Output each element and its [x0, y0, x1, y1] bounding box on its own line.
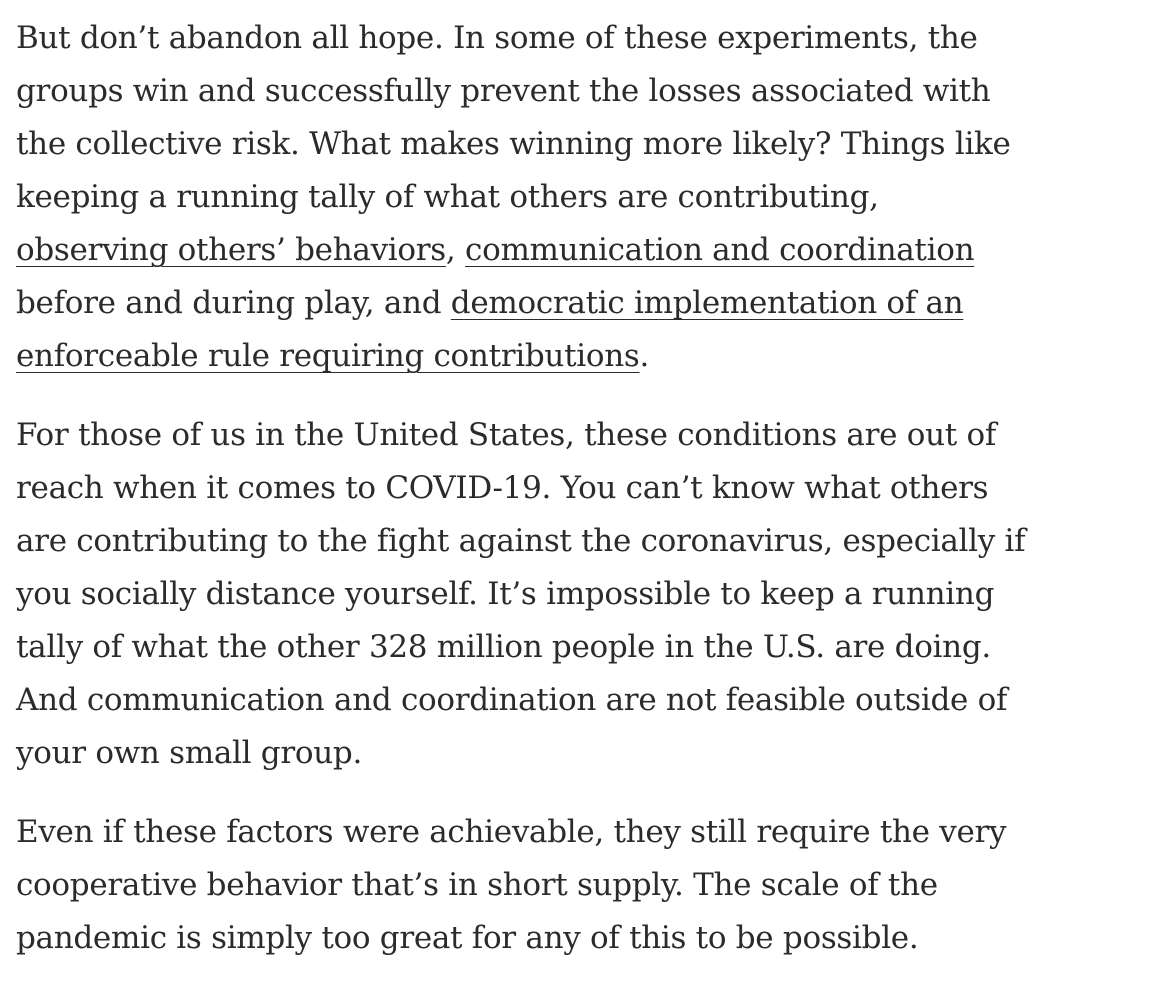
text-line: For those of us in the United States, these conditions are out of: [16, 417, 996, 453]
text-line: are contributing to the fight against the coronavirus, especially if: [16, 523, 1026, 559]
text-line: the collective risk. What makes winning more likely? Things like: [16, 126, 1011, 162]
text-line: [16, 224, 1156, 277]
link-observing-others-behaviors[interactable]: observing others’ behaviors: [16, 232, 446, 268]
link-democratic-implementation-continued[interactable]: enforceable rule requiring contributions: [16, 338, 640, 374]
sentence-end: .: [639, 338, 650, 374]
link-communication-and-coordination[interactable]: communication and coordination: [465, 232, 975, 268]
text-line: And communication and coordination are not feasible outside of: [16, 682, 1008, 718]
text-line: [16, 330, 1156, 383]
text-line: pandemic is simply too great for any of this to be possible.: [16, 920, 919, 956]
text-line: tally of what the other 328 million people in the U.S. are doing.: [16, 629, 991, 665]
inline-text: before and during play, and: [16, 285, 451, 321]
text-line: [16, 277, 1156, 330]
text-line: Even if these factors were achievable, they still require the very: [16, 814, 1007, 850]
text-line: keeping a running tally of what others are contributing,: [16, 179, 879, 215]
text-line: cooperative behavior that’s in short supply. The scale of the: [16, 867, 938, 903]
paragraph-scale: [16, 806, 1156, 965]
article-body: [16, 12, 1156, 991]
link-democratic-implementation[interactable]: democratic implementation of an: [450, 285, 964, 321]
text-line: your own small group.: [16, 735, 362, 771]
paragraph-united-states: [16, 409, 1156, 780]
text-line: But don’t abandon all hope. In some of these experiments, the: [16, 20, 978, 56]
text-line: groups win and successfully prevent the losses associated with: [16, 73, 991, 109]
paragraph-hope: [16, 12, 1156, 383]
text-line: reach when it comes to COVID-19. You can’t know what others: [16, 470, 989, 506]
text-line: you socially distance yourself. It’s impossible to keep a running: [16, 576, 995, 612]
separator-text: ,: [445, 232, 466, 268]
